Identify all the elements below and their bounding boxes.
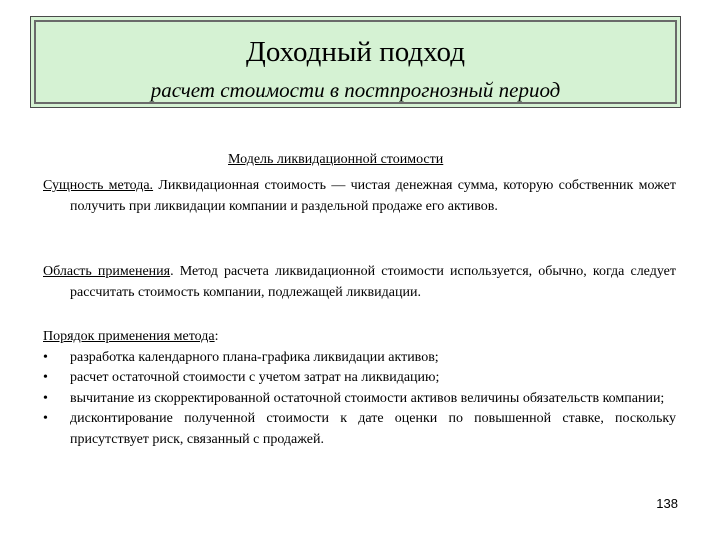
scope-text: . Метод расчета ликвидационной стоимости используется, обычно, когда следует рассчитать стоимость компании, подлежащей ликвидации. <box>70 264 676 300</box>
page-number: 138 <box>656 496 678 511</box>
list-item-text: расчет остаточной стоимости с учетом затрат на ликвидацию; <box>70 370 440 385</box>
procedure-section <box>43 327 676 450</box>
list-item <box>43 389 676 410</box>
scope-paragraph <box>43 262 676 303</box>
slide-subtitle: расчет стоимости в постпрогнозный период <box>150 78 561 102</box>
list-item <box>43 409 676 450</box>
list-item <box>43 348 676 369</box>
list-item-text: дисконтирование полученной стоимости к дате оценки по повышенной ставке, поскольку присутствует риск, связанный с продажей. <box>70 411 676 447</box>
essence-paragraph <box>43 176 676 217</box>
bullet-icon: • <box>43 390 48 406</box>
bullet-icon: • <box>43 370 48 385</box>
model-title: Модель ликвидационной стоимости <box>228 152 444 167</box>
slide-title: Доходный подход <box>246 36 465 68</box>
procedure-colon: : <box>214 329 219 344</box>
procedure-list <box>43 348 676 451</box>
list-item <box>43 368 676 389</box>
procedure-label: Порядок применения метода <box>43 329 215 344</box>
essence-text: Ликвидационная стоимость — чистая денежная сумма, которую собственник может получить при ликвидации компании и раздельной продаже его активов. <box>70 178 676 214</box>
essence-label: Сущность метода. <box>43 178 154 193</box>
scope-label: Область применения <box>43 264 171 279</box>
bullet-icon: • <box>43 411 48 426</box>
list-item-text: вычитание из скорректированной остаточной стоимости активов величины обязательств компании; <box>70 390 665 406</box>
title-box <box>30 16 681 108</box>
list-item-text: разработка календарного плана-графика ликвидации активов; <box>70 349 439 365</box>
bullet-icon: • <box>43 349 48 365</box>
